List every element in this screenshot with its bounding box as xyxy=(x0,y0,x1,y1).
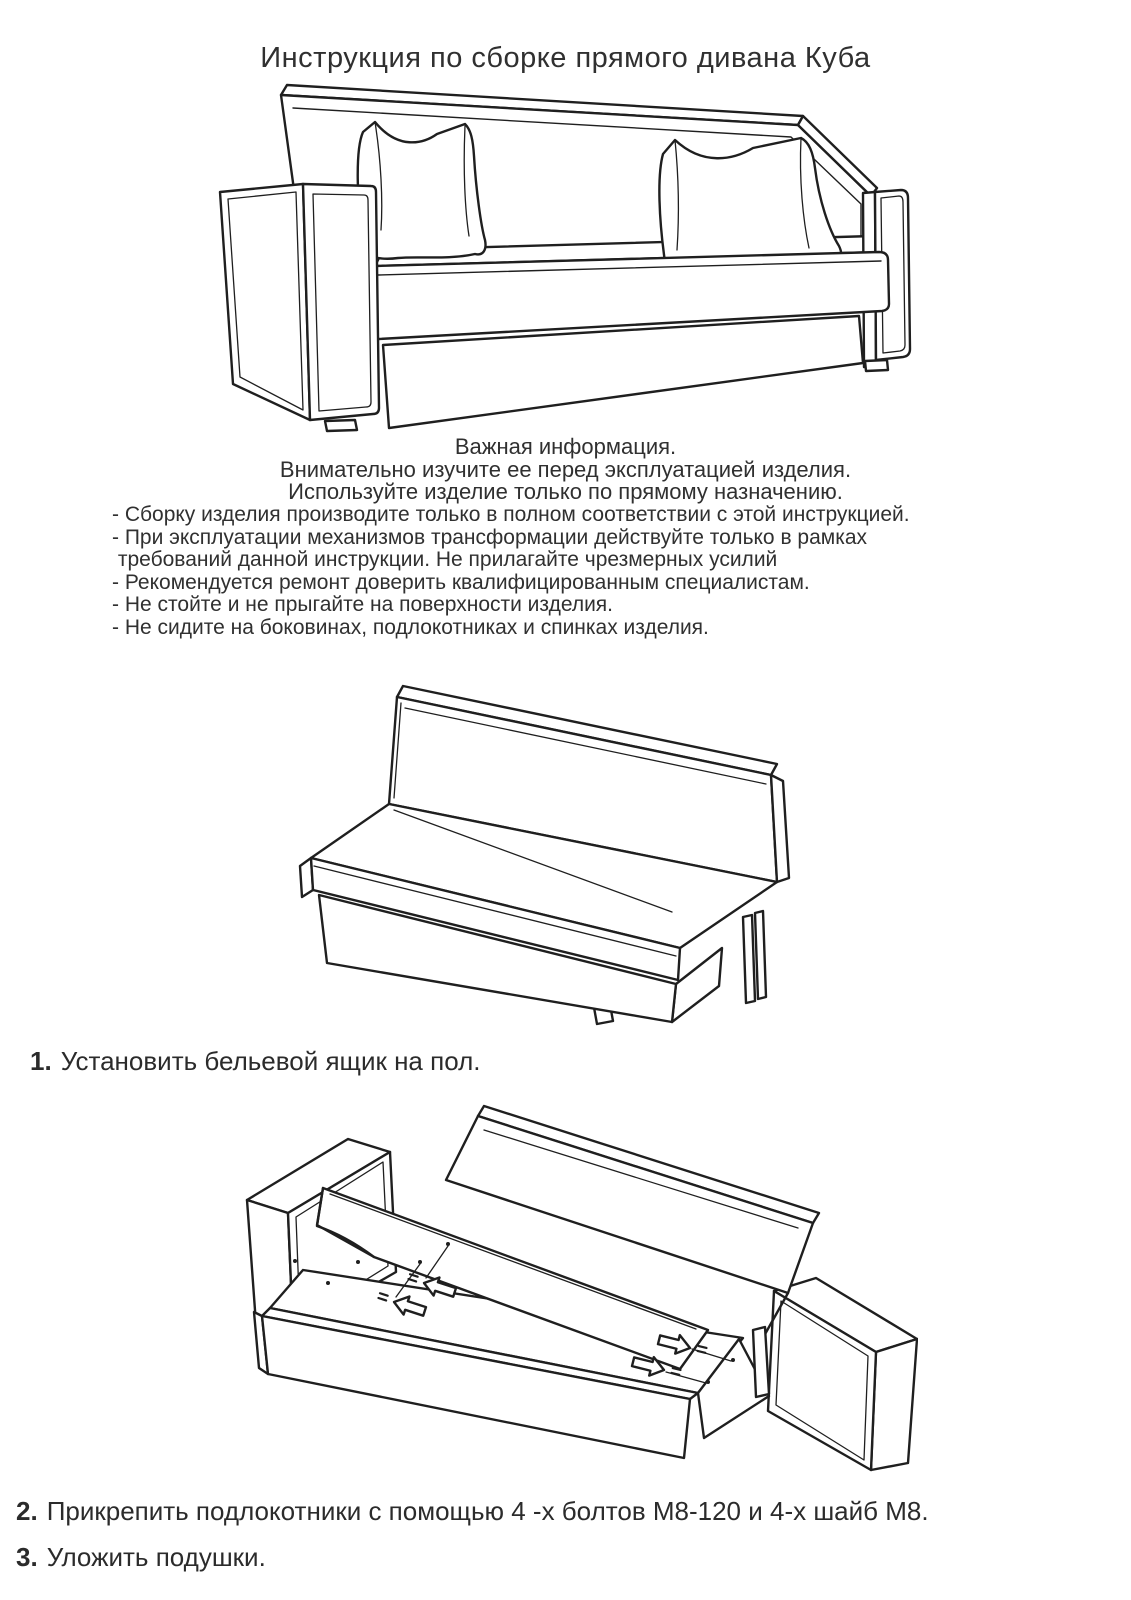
warning-list xyxy=(112,504,1072,640)
step-2-number: 2. xyxy=(16,1496,38,1526)
attach-armrests-illustration xyxy=(226,1086,918,1492)
foot-right xyxy=(865,360,888,371)
foot-left xyxy=(325,420,357,431)
assembled-sofa-illustration xyxy=(213,80,938,448)
step-3-text: Уложить подушки. xyxy=(46,1542,266,1572)
step-2-text: Прикрепить подлокотники с помощью 4 -х болтов М8-120 и 4-х шайб М8. xyxy=(46,1496,929,1526)
figure-attach-armrests xyxy=(226,1086,918,1492)
warning-line: - При эксплуатации механизмов трансформации действуйте только в рамках xyxy=(112,525,868,549)
important-line-3: Используйте изделие только по прямому назначению. xyxy=(288,479,843,504)
step-1-number: 1. xyxy=(30,1046,52,1076)
step-1 xyxy=(30,1046,480,1077)
page-title: Инструкция по сборке прямого дивана Куба xyxy=(260,42,871,74)
step-3 xyxy=(16,1542,266,1573)
warning-line: - Рекомендуется ремонт доверить квалифицированным специалистам. xyxy=(112,570,810,594)
armrest-left xyxy=(220,184,379,420)
step-3-number: 3. xyxy=(16,1542,38,1572)
step-2 xyxy=(16,1496,929,1527)
warning-line: - Не сидите на боковинах, подлокотниках и спинках изделия. xyxy=(112,615,709,639)
warning-line: требований данной инструкции. Не прилагайте чрезмерных усилий xyxy=(112,548,778,572)
warning-line: - Не стойте и не прыгайте на поверхности изделия. xyxy=(112,593,614,617)
detached-armrest-right xyxy=(768,1278,917,1470)
figure-assembled-sofa xyxy=(213,80,938,448)
linen-box-illustration xyxy=(288,650,793,1028)
figure-linen-box xyxy=(288,650,793,1028)
pillow-right xyxy=(659,138,841,269)
important-line-2: Внимательно изучите ее перед эксплуатацией изделия. xyxy=(279,456,852,482)
rear-support xyxy=(743,911,766,1003)
step-1-text: Установить бельевой ящик на пол. xyxy=(60,1046,481,1076)
important-info xyxy=(0,436,1131,504)
important-heading: Важная информация. xyxy=(454,434,677,459)
warning-line: - Сборку изделия производите только в полном соответствии с этой инструкцией. xyxy=(112,503,910,526)
